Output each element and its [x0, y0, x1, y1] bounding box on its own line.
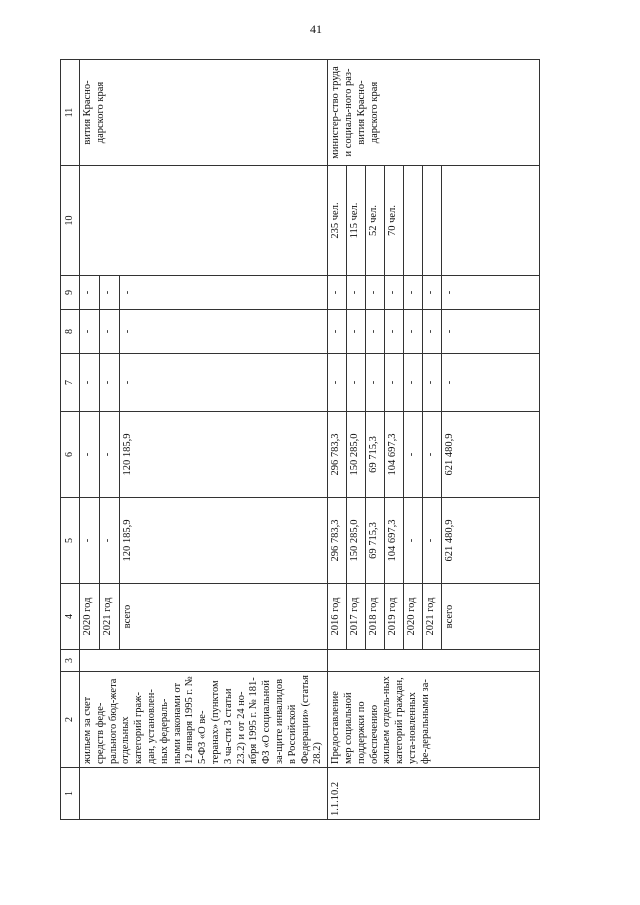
col7-cell: - — [80, 354, 100, 412]
year-cell: всего — [120, 584, 328, 650]
result-cell — [423, 166, 442, 276]
col9-cell: - — [442, 276, 540, 310]
total-amount-cell: 104 697,3 — [385, 498, 404, 584]
col8-cell: - — [385, 310, 404, 354]
col9-cell: - — [80, 276, 100, 310]
result-cell: 52 чел. — [366, 166, 385, 276]
regional-budget-cell: - — [423, 412, 442, 498]
item-description: Предоставление мер социальной поддержки по обеспечению жильем отдель-ных категорий граждан, уста-новленных фе-деральными за- — [328, 672, 540, 768]
result-cell: 115 чел. — [347, 166, 366, 276]
item-col3-cell — [328, 650, 540, 672]
year-cell: 2020 год — [404, 584, 423, 650]
col7-cell: - — [385, 354, 404, 412]
year-cell: 2020 год — [80, 584, 100, 650]
total-amount-cell: 150 285,0 — [347, 498, 366, 584]
year-cell: 2016 год — [328, 584, 347, 650]
table-row — [328, 60, 347, 820]
result-cell — [80, 166, 328, 276]
col9-cell: - — [100, 276, 120, 310]
col8-cell: - — [328, 310, 347, 354]
regional-budget-cell: 150 285,0 — [347, 412, 366, 498]
year-cell: 2021 год — [423, 584, 442, 650]
total-amount-cell: 296 783,3 — [328, 498, 347, 584]
continued-description: жильем за счет средств феде-рального бюд-жета отдельных категорий граж-дан, установлен-ных федераль-ными законами от 12 января 1995 г. № 5-ФЗ «О ве-теранах» (пунктом 3 ча-сти 3 статьи 23.2) и от 24 но-ября 1995 г. № 181-ФЗ «О социальной за-щите инвалидов в Российской Федерации» (статья 28.2) — [80, 672, 328, 768]
item-code: 1.1.10.2 — [328, 768, 540, 820]
continued-col3-cell — [80, 650, 328, 672]
column-number: 7 — [61, 354, 80, 412]
col9-cell: - — [347, 276, 366, 310]
col8-cell: - — [423, 310, 442, 354]
total-amount-cell: - — [423, 498, 442, 584]
col7-cell: - — [100, 354, 120, 412]
col7-cell: - — [328, 354, 347, 412]
col8-cell: - — [100, 310, 120, 354]
col9-cell: - — [404, 276, 423, 310]
col8-cell: - — [347, 310, 366, 354]
total-amount-cell: - — [100, 498, 120, 584]
regional-budget-cell: 621 480,9 — [442, 412, 540, 498]
regional-budget-cell: - — [100, 412, 120, 498]
page-number: 41 — [310, 22, 322, 36]
col7-cell: - — [347, 354, 366, 412]
regional-budget-cell: 296 783,3 — [328, 412, 347, 498]
col7-cell: - — [120, 354, 328, 412]
result-cell: 70 чел. — [385, 166, 404, 276]
col9-cell: - — [423, 276, 442, 310]
col9-cell: - — [385, 276, 404, 310]
col7-cell: - — [423, 354, 442, 412]
col8-cell: - — [442, 310, 540, 354]
column-number: 2 — [61, 672, 80, 768]
col9-cell: - — [120, 276, 328, 310]
regional-budget-cell: 120 185,9 — [120, 412, 328, 498]
total-amount-cell: - — [80, 498, 100, 584]
result-cell: 235 чел. — [328, 166, 347, 276]
table-row — [80, 60, 100, 820]
column-number: 8 — [61, 310, 80, 354]
col8-cell: - — [120, 310, 328, 354]
total-amount-cell: - — [404, 498, 423, 584]
col7-cell: - — [366, 354, 385, 412]
regional-budget-cell: 104 697,3 — [385, 412, 404, 498]
regional-budget-cell: - — [80, 412, 100, 498]
result-cell — [404, 166, 423, 276]
col7-cell: - — [442, 354, 540, 412]
column-number: 9 — [61, 276, 80, 310]
continued-executor: вития Красно-дарского края — [80, 60, 328, 166]
column-number: 10 — [61, 166, 80, 276]
col7-cell: - — [404, 354, 423, 412]
column-number: 4 — [61, 584, 80, 650]
year-cell: 2017 год — [347, 584, 366, 650]
column-number: 11 — [61, 60, 80, 166]
rotated-table-sheet — [60, 60, 540, 820]
year-cell: 2018 год — [366, 584, 385, 650]
col9-cell: - — [328, 276, 347, 310]
col8-cell: - — [80, 310, 100, 354]
regional-budget-cell: - — [404, 412, 423, 498]
continued-code-cell — [80, 768, 328, 820]
column-number: 5 — [61, 498, 80, 584]
column-number: 1 — [61, 768, 80, 820]
year-cell: всего — [442, 584, 540, 650]
year-cell: 2019 год — [385, 584, 404, 650]
regional-budget-cell: 69 715,3 — [366, 412, 385, 498]
program-table — [60, 59, 540, 820]
item-executor: министер-ство труда и социаль-ного раз-вития Красно-дарского края — [328, 60, 540, 166]
column-number-row — [61, 60, 80, 820]
result-cell — [442, 166, 540, 276]
col8-cell: - — [366, 310, 385, 354]
column-number: 3 — [61, 650, 80, 672]
col8-cell: - — [404, 310, 423, 354]
column-number: 6 — [61, 412, 80, 498]
year-cell: 2021 год — [100, 584, 120, 650]
total-amount-cell: 120 185,9 — [120, 498, 328, 584]
total-amount-cell: 69 715,3 — [366, 498, 385, 584]
col9-cell: - — [366, 276, 385, 310]
total-amount-cell: 621 480,9 — [442, 498, 540, 584]
